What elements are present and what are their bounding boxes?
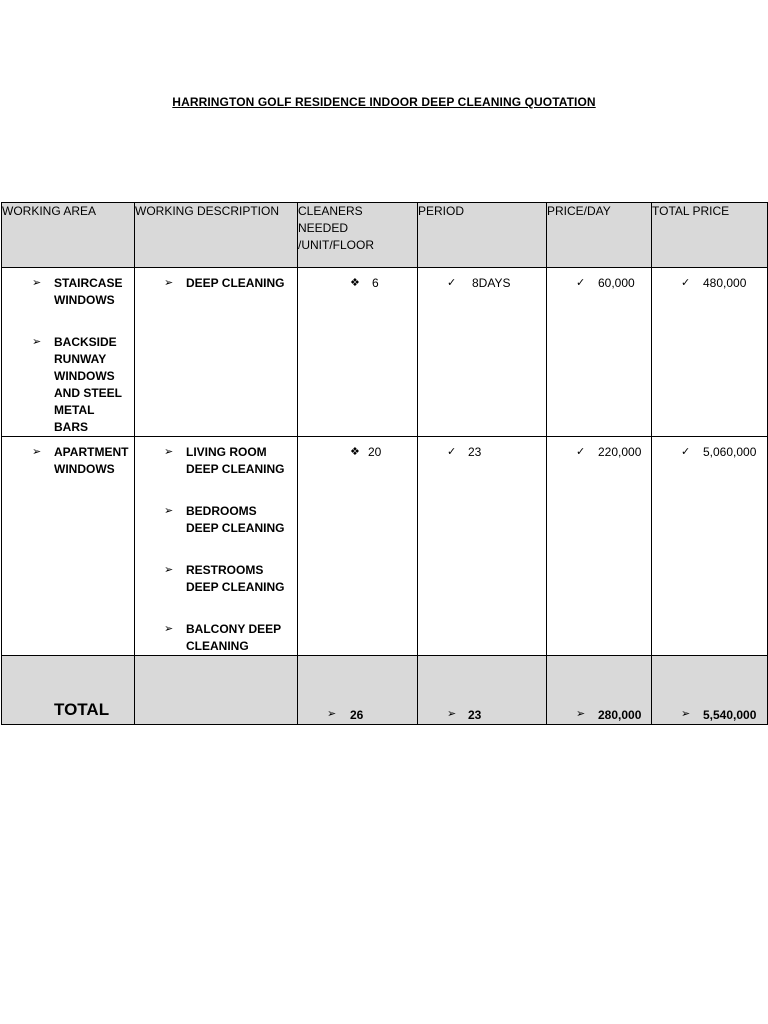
arrow-bullet-icon: ➢ (32, 336, 42, 348)
total-period-cell (418, 656, 547, 725)
arrow-bullet-icon: ➢ (447, 708, 457, 720)
working-description-text: DEEP CLEANING (186, 276, 285, 290)
working-description-text: LIVING ROOM DEEP CLEANING (186, 445, 285, 476)
price-per-day-value: 60,000 (598, 276, 635, 290)
period-cell (418, 268, 547, 437)
header-cleaners-line: CLEANERS (298, 204, 363, 218)
total-price-per-day-value: 280,000 (598, 708, 642, 722)
total-cleaners-cell (298, 656, 418, 725)
working-description-cell (135, 268, 298, 437)
period-value: 8DAYS (472, 276, 511, 290)
table-row (2, 437, 768, 656)
arrow-bullet-icon: ➢ (681, 708, 691, 720)
working-area-text: BACKSIDE RUNWAY WINDOWS AND STEEL METAL BARS (54, 335, 122, 434)
working-description-cell (135, 437, 298, 656)
check-icon: ✓ (447, 277, 457, 289)
check-icon: ✓ (447, 446, 457, 458)
check-icon: ✓ (576, 277, 586, 289)
arrow-bullet-icon: ➢ (164, 505, 174, 517)
document-title: HARRINGTON GOLF RESIDENCE INDOOR DEEP CLEANING QUOTATION (172, 95, 596, 109)
total-price-cell (652, 268, 768, 437)
header-cleaners-needed (298, 203, 418, 268)
price-per-day-cell (547, 268, 652, 437)
list-item (2, 268, 134, 309)
list-item (135, 555, 297, 596)
list-item (2, 327, 134, 436)
price-per-day-value: 220,000 (598, 445, 642, 459)
header-total-price: TOTAL PRICE (652, 203, 768, 268)
total-price-value: 480,000 (703, 276, 747, 290)
working-area-cell (2, 437, 135, 656)
arrow-bullet-icon: ➢ (576, 708, 586, 720)
total-label-cell (2, 656, 135, 725)
price-per-day-cell (547, 437, 652, 656)
check-icon: ✓ (681, 277, 691, 289)
header-working-description: WORKING DESCRIPTION (135, 203, 298, 268)
cleaners-cell (298, 268, 418, 437)
arrow-bullet-icon: ➢ (164, 564, 174, 576)
header-cleaners-line: /UNIT/FLOOR (298, 238, 375, 252)
list-item (135, 437, 297, 478)
check-icon: ✓ (576, 446, 586, 458)
list-item (135, 268, 297, 292)
list-item (135, 496, 297, 537)
total-cleaners-value: 26 (350, 708, 364, 722)
diamond-bullet-icon: ❖ (350, 277, 360, 289)
check-icon: ✓ (681, 446, 691, 458)
arrow-bullet-icon: ➢ (32, 277, 42, 289)
total-empty-cell (135, 656, 298, 725)
cleaners-value: 20 (368, 445, 382, 459)
header-working-area: WORKING AREA (2, 203, 135, 268)
period-cell (418, 437, 547, 656)
working-area-text: STAIRCASE WINDOWS (54, 276, 123, 307)
arrow-bullet-icon: ➢ (164, 446, 174, 458)
header-cleaners-line: NEEDED (298, 221, 349, 235)
arrow-bullet-icon: ➢ (327, 708, 337, 720)
table-row (2, 268, 768, 437)
total-price-cell (652, 437, 768, 656)
header-price-per-day: PRICE/DAY (547, 203, 652, 268)
total-price-per-day-cell (547, 656, 652, 725)
header-period: PERIOD (418, 203, 547, 268)
grand-total-value: 5,540,000 (703, 708, 757, 722)
arrow-bullet-icon: ➢ (164, 623, 174, 635)
cleaners-cell (298, 437, 418, 656)
arrow-bullet-icon: ➢ (32, 446, 42, 458)
grand-total-cell (652, 656, 768, 725)
list-item (2, 437, 134, 478)
arrow-bullet-icon: ➢ (164, 277, 174, 289)
total-row (2, 656, 768, 725)
cleaners-value: 6 (372, 276, 379, 290)
total-period-value: 23 (468, 708, 482, 722)
period-value: 23 (468, 445, 482, 459)
quotation-table (1, 202, 768, 725)
working-area-cell (2, 268, 135, 437)
total-price-value: 5,060,000 (703, 445, 757, 459)
list-item (135, 614, 297, 655)
header-row (2, 203, 768, 268)
diamond-bullet-icon: ❖ (350, 446, 360, 458)
working-description-text: BALCONY DEEP CLEANING (186, 622, 281, 653)
working-area-text: APARTMENT WINDOWS (54, 445, 129, 476)
working-description-text: RESTROOMS DEEP CLEANING (186, 563, 285, 594)
total-label: TOTAL (54, 700, 110, 719)
working-description-text: BEDROOMS DEEP CLEANING (186, 504, 285, 535)
